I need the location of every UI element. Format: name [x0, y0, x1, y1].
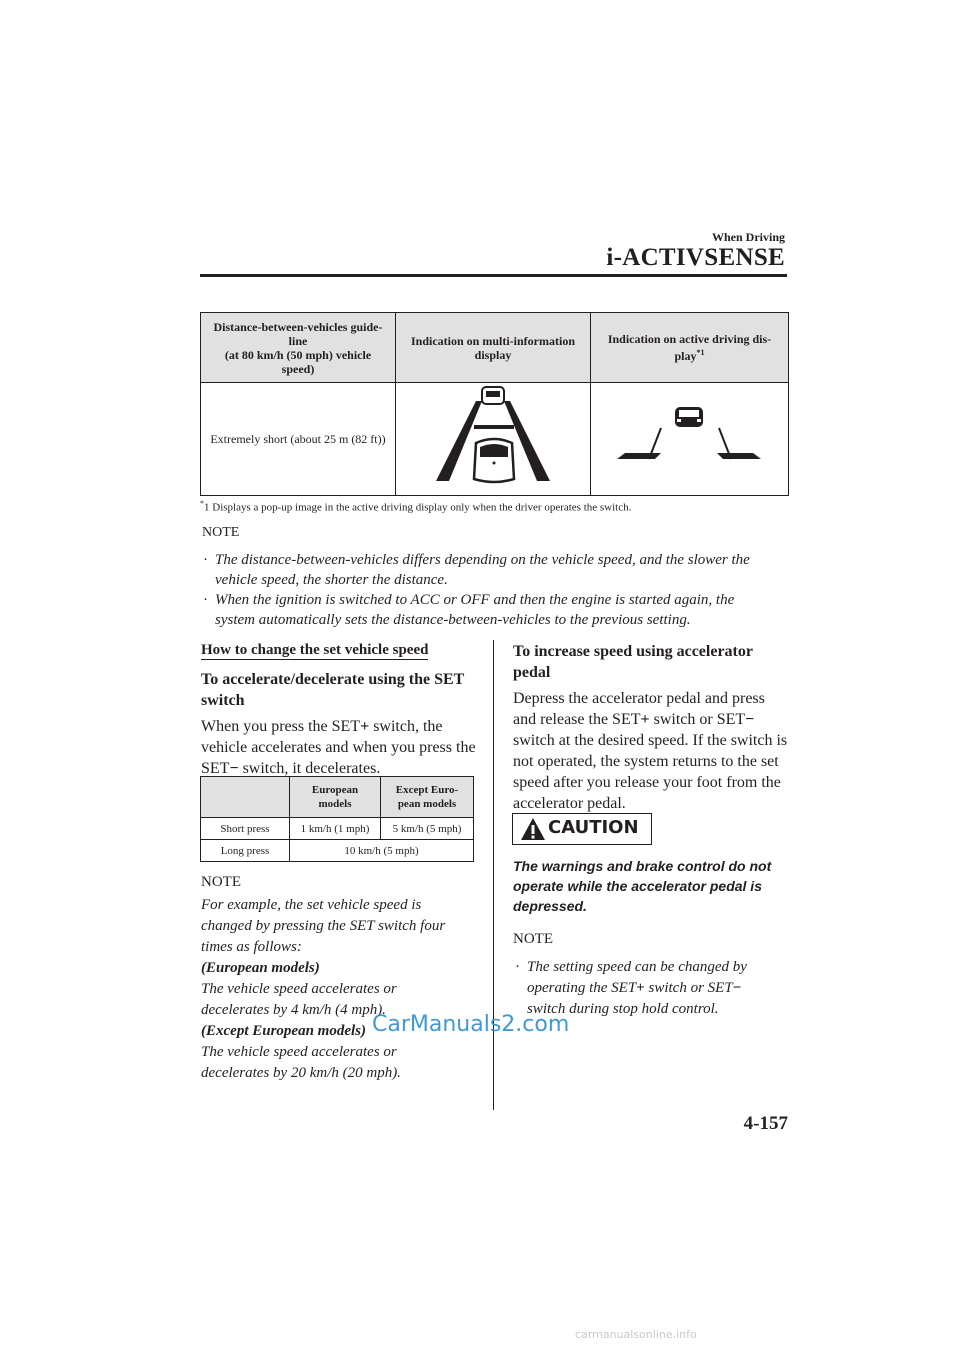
- column-divider: [493, 640, 494, 1110]
- minus-icon: −: [229, 760, 239, 777]
- minus-icon: −: [745, 711, 755, 728]
- distance-guideline-table: [200, 312, 789, 496]
- header-distance-guideline: Distance-between-vehicles guide- line (at 80 km/h (50 mph) vehicle speed): [201, 313, 396, 383]
- note-label-left: NOTE: [201, 874, 241, 890]
- plus-icon: +: [640, 711, 650, 728]
- note-bullet-right: · The setting speed can be changed by operating the SET+ switch or SET− switch during stop hold control.: [515, 959, 747, 1017]
- paragraph-accelerator-pedal: Depress the accelerator pedal and press and release the SET+ switch or SET− switch at the desired speed. If the switch is not operated, the system returns to the set speed after you release your foot from the accelerator pedal.: [513, 690, 788, 812]
- page-number: 4-157: [743, 1113, 788, 1134]
- cell-short-eu: 1 km/h (1 mph): [290, 818, 381, 840]
- row-label-extremely-short: Extremely short (about 25 m (82 ft)): [201, 383, 396, 496]
- header-rule: [200, 274, 787, 277]
- subheading-set-switch: To accelerate/decelerate using the SET switch: [201, 671, 465, 709]
- row-label-short-press: Short press: [201, 818, 290, 840]
- row-label-long-press: Long press: [201, 840, 290, 862]
- table-footnote: *1 Displays a pop-up image in the active driving display only when the driver operates the switch.: [200, 499, 632, 514]
- bottom-watermark: carmanualsonline.info: [575, 1328, 697, 1341]
- speed-change-table: [200, 776, 474, 862]
- subheading-accelerator-pedal: To increase speed using accelerator pedal: [513, 643, 753, 681]
- multi-info-display-illustration: [396, 383, 591, 496]
- active-driving-display-illustration: [591, 383, 789, 496]
- header-multi-info-display: Indication on multi-information display: [396, 313, 591, 383]
- header-active-driving-display: Indication on active driving dis- play$^{*1}$: [591, 313, 789, 383]
- note-label-right: NOTE: [513, 931, 553, 947]
- paragraph-set-switch: When you press the SET+ switch, the vehicle accelerates and when you press the SET− switch, it decelerates.: [201, 718, 476, 777]
- note-bullet-1: · The distance-between-vehicles differs depending on the vehicle speed, and the slower the vehicle speed, the shorter the distance.: [203, 552, 750, 588]
- note-label-top: NOTE: [202, 525, 240, 540]
- chapter-title: i-ACTIVSENSE: [606, 244, 785, 271]
- minus-icon: −: [732, 980, 742, 996]
- cell-short-except: 5 km/h (5 mph): [381, 818, 474, 840]
- speed-table-empty-header: [201, 777, 290, 818]
- table-row: [201, 840, 474, 862]
- warning-icon: [520, 817, 546, 841]
- watermark-link[interactable]: CarManuals2.com: [372, 1012, 570, 1037]
- active-display-car-icon: [591, 383, 788, 491]
- section-label: When Driving: [711, 230, 785, 244]
- plus-icon: +: [636, 980, 645, 996]
- table-row: [201, 818, 474, 840]
- caution-body: The warnings and brake control do not operate while the accelerator pedal is depressed.: [513, 858, 772, 914]
- header-except-european: Except Euro- pean models: [381, 777, 474, 818]
- note-bullet-2: · When the ignition is switched to ACC or OFF and then the engine is started again, the system automatically sets the distance-between-vehicles to the previous setting.: [203, 592, 735, 628]
- cell-long-both: 10 km/h (5 mph): [290, 840, 474, 862]
- caution-label: CAUTION: [548, 817, 639, 838]
- header-european-models: European models: [290, 777, 381, 818]
- multi-info-car-icon: [396, 383, 590, 491]
- note-text-left: For example, the set vehicle speed is changed by pressing the SET switch four times as follows: (European models) The vehicle speed accelerates or decelerates by 4 km/h (4 mph). (Except European models) The vehicle speed accelerates or decelerates by 20 km/h (20 mph).: [201, 897, 446, 1081]
- plus-icon: +: [360, 718, 370, 735]
- section-heading-change-speed: How to change the set vehicle speed: [201, 642, 429, 658]
